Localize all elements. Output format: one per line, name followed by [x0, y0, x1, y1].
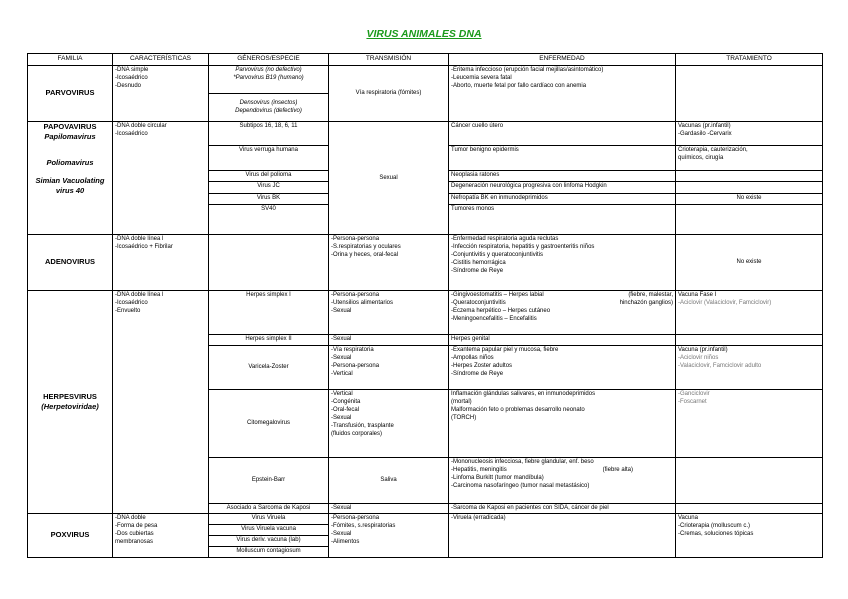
- genero-varicela: Varicela-Zoster: [209, 345, 329, 389]
- table-row: [28, 290, 823, 334]
- table-row: [28, 65, 823, 93]
- familia-herpesvirus: HERPESVIRUS (Herpetoviridae): [28, 290, 113, 513]
- tratamiento-adenovirus: No existe: [676, 234, 823, 290]
- genero-jc: Virus JC: [209, 181, 329, 193]
- transmision-adenovirus: -Persona-persona -S.respiratorias y oculares -Orina y heces, oral-fecal: [329, 234, 449, 290]
- generos-adenovirus: [209, 234, 329, 290]
- carac-herpesvirus: -DNA doble línea l -Icosaédrico -Envuelto: [113, 290, 209, 513]
- transmision-papovavirus: Sexual: [329, 121, 449, 234]
- carac-adenovirus: -DNA doble línea l -Icosaédrico + Fibrilar: [113, 234, 209, 290]
- header-row: [28, 54, 823, 66]
- genero-sv40: SV40: [209, 204, 329, 234]
- familia-poxvirus: POXVIRUS: [28, 513, 113, 557]
- page-title: VIRUS ANIMALES DNA: [366, 28, 482, 40]
- genero-subtipos: Subtipos 16, 18, 6, 11: [209, 121, 329, 145]
- table-row: [28, 234, 823, 290]
- transmision-citomegalovirus: -Vertical -Congénita -Oral-fecal -Sexual -Transfusión, trasplante (fluidos corporales): [329, 389, 449, 457]
- carac-papovavirus: -DNA doble circular -Icosaédrico: [113, 121, 209, 234]
- generos-parvovirus-2: Densovirus (insectos) Dependovirus (defectivo): [209, 93, 329, 121]
- carac-poxvirus: -DNA doble -Forma de pesa -Dos cubiertas membranosas: [113, 513, 209, 557]
- transmision-varicela: -Vía respiratoria -Sexual -Persona-persona -Vertical: [329, 345, 449, 389]
- tratamiento-citomegalovirus: -Ganciclovir -Foscarnet: [676, 389, 823, 457]
- virus-table: [27, 53, 823, 558]
- tratamiento-polioma: [676, 170, 823, 181]
- familia-parvovirus: PARVOVIRUS: [28, 65, 113, 121]
- genero-epstein-barr: Epstein-Barr: [209, 457, 329, 503]
- tratamiento-sv40: [676, 204, 823, 234]
- table-row: [28, 513, 823, 524]
- tratamiento-jc: [676, 181, 823, 193]
- genero-verruga: Virus verruga humana: [209, 145, 329, 170]
- enfermedad-neoplasia: Neoplasia ratones: [449, 170, 676, 181]
- genero-molluscum: Molluscum contagiosum: [209, 546, 329, 557]
- tratamiento-kaposi: [676, 503, 823, 513]
- genero-herpes-simplex-2: Herpes simplex II: [209, 334, 329, 345]
- header-caracteristicas: CARACTERÍSTICAS: [113, 54, 209, 66]
- transmision-herpes-simplex-2: -Sexual: [329, 334, 449, 345]
- genero-viruela-vacuna: Virus Viruela vacuna: [209, 524, 329, 535]
- tratamiento-parvovirus: [676, 65, 823, 121]
- tratamiento-herpes-simplex-2: [676, 334, 823, 345]
- genero-bk: Virus BK: [209, 193, 329, 204]
- enfermedad-varicela: -Exantema papular piel y mucosa, fiebre -Ampollas niños -Herpes Zoster adultos -Síndrome de Reye: [449, 345, 676, 389]
- header-tratamiento: TRATAMIENTO: [676, 54, 823, 66]
- tratamiento-poxvirus: Vacuna -Crioterapia (molluscum c.) -Cremas, soluciones tópicas: [676, 513, 823, 557]
- familia-adenovirus: ADENOVIRUS: [28, 234, 113, 290]
- enfermedad-herpes-simplex-2: Herpes genital: [449, 334, 676, 345]
- genero-citomegalovirus: Citomegalovirus: [209, 389, 329, 457]
- table-row: [28, 121, 823, 145]
- carac-parvovirus: -DNA simple -Icosaédrico -Desnudo: [113, 65, 209, 121]
- genero-polioma: Virus del polioma: [209, 170, 329, 181]
- genero-viruela-deriv: Virus deriv. vacuna (lab): [209, 535, 329, 546]
- enfermedad-poxvirus: -Viruela (erradicada): [449, 513, 676, 557]
- header-generos: GÉNEROS/ESPECIE: [209, 54, 329, 66]
- enfermedad-degeneracion: Degeneración neurológica progresiva con linfoma Hodgkin: [449, 181, 676, 193]
- genero-viruela: Virus Viruela: [209, 513, 329, 524]
- tratamiento-varicela: Vacuna (pr.infantil) -Aciclovir niños -Valaciclovir, Famciclovir adulto: [676, 345, 823, 389]
- tratamiento-crioterapia: Crioterapia, cauterización, químicos, cirugía: [676, 145, 823, 170]
- tratamiento-epstein-barr: [676, 457, 823, 503]
- tratamiento-bk: No existe: [676, 193, 823, 204]
- header-familia: FAMILIA: [28, 54, 113, 66]
- enfermedad-cancer-cuello: Cáncer cuello útero: [449, 121, 676, 145]
- header-transmision: TRANSMISIÓN: [329, 54, 449, 66]
- enfermedad-kaposi: -Sarcoma de Kaposi en pacientes con SIDA, cáncer de piel: [449, 503, 676, 513]
- enfermedad-tumor-benigno: Tumor benigno epidermis: [449, 145, 676, 170]
- transmision-parvovirus: Vía respiratoria (fómites): [329, 65, 449, 121]
- genero-kaposi: Asociado a Sarcoma de Kaposi: [209, 503, 329, 513]
- enfermedad-herpes-simplex-1: -Gingivoestomatitis – Herpes labial (fiebre, malestar, -Queratoconjuntivitis hinchazón ganglios) -Eczema herpético – Herpes cutáneo -Meningoencefalitis – Encefalitis: [449, 290, 676, 334]
- enfermedad-parvovirus: -Eritema infeccioso (erupción facial mejillas/asintomático) -Leucemia severa fatal -Aborto, muerte fetal por fallo cardíaco con anemia: [449, 65, 676, 121]
- enfermedad-citomegalovirus: Inflamación glándulas salivares, en inmunodeprimidos (mortal) Malformación feto o problemas desarrollo neonato (TORCH): [449, 389, 676, 457]
- tratamiento-herpes-simplex-1: Vacuna Fase I -Aciclovir (Valaciclovir, Famciclovir): [676, 290, 823, 334]
- genero-herpes-simplex-1: Herpes simplex I: [209, 290, 329, 334]
- enfermedad-epstein-barr: -Mononucleosis infecciosa, fiebre glandular, enf. beso -Hepatitis, meningitis (fiebre alta) -Linfoma Burkitt (tumor mandíbula) -Carcinoma nasofaríngeo (tumor nasal metastásico): [449, 457, 676, 503]
- tratamiento-vacunas: Vacunas (pr.infantil) -Gardasilo -Cervarix: [676, 121, 823, 145]
- transmision-epstein-barr: Saliva: [329, 457, 449, 503]
- enfermedad-nefropatia: Nefropatía BK en inmunodeprimidos: [449, 193, 676, 204]
- enfermedad-tumores-monos: Tumores monos: [449, 204, 676, 234]
- transmision-poxvirus: -Persona-persona -Fómites, s.respiratorias -Sexual -Alimentos: [329, 513, 449, 557]
- header-enfermedad: ENFERMEDAD: [449, 54, 676, 66]
- enfermedad-adenovirus: -Enfermedad respiratoria aguda reclutas -Infección respiratoria, hepatitis y gastroenteritis niños -Conjuntivitis y queratoconjuntivitis -Cistitis hemorrágica -Síndrome de Reye: [449, 234, 676, 290]
- transmision-herpes-simplex-1: -Persona-persona -Utensilios alimentarios -Sexual: [329, 290, 449, 334]
- transmision-kaposi: -Sexual: [329, 503, 449, 513]
- familia-papovavirus: PAPOVAVIRUS Papilomavirus Poliomavirus Simian Vacuolating virus 40: [28, 121, 113, 234]
- generos-parvovirus-1: Parvovirus (no defectivo) *Parvovirus B19 (humano): [209, 65, 329, 93]
